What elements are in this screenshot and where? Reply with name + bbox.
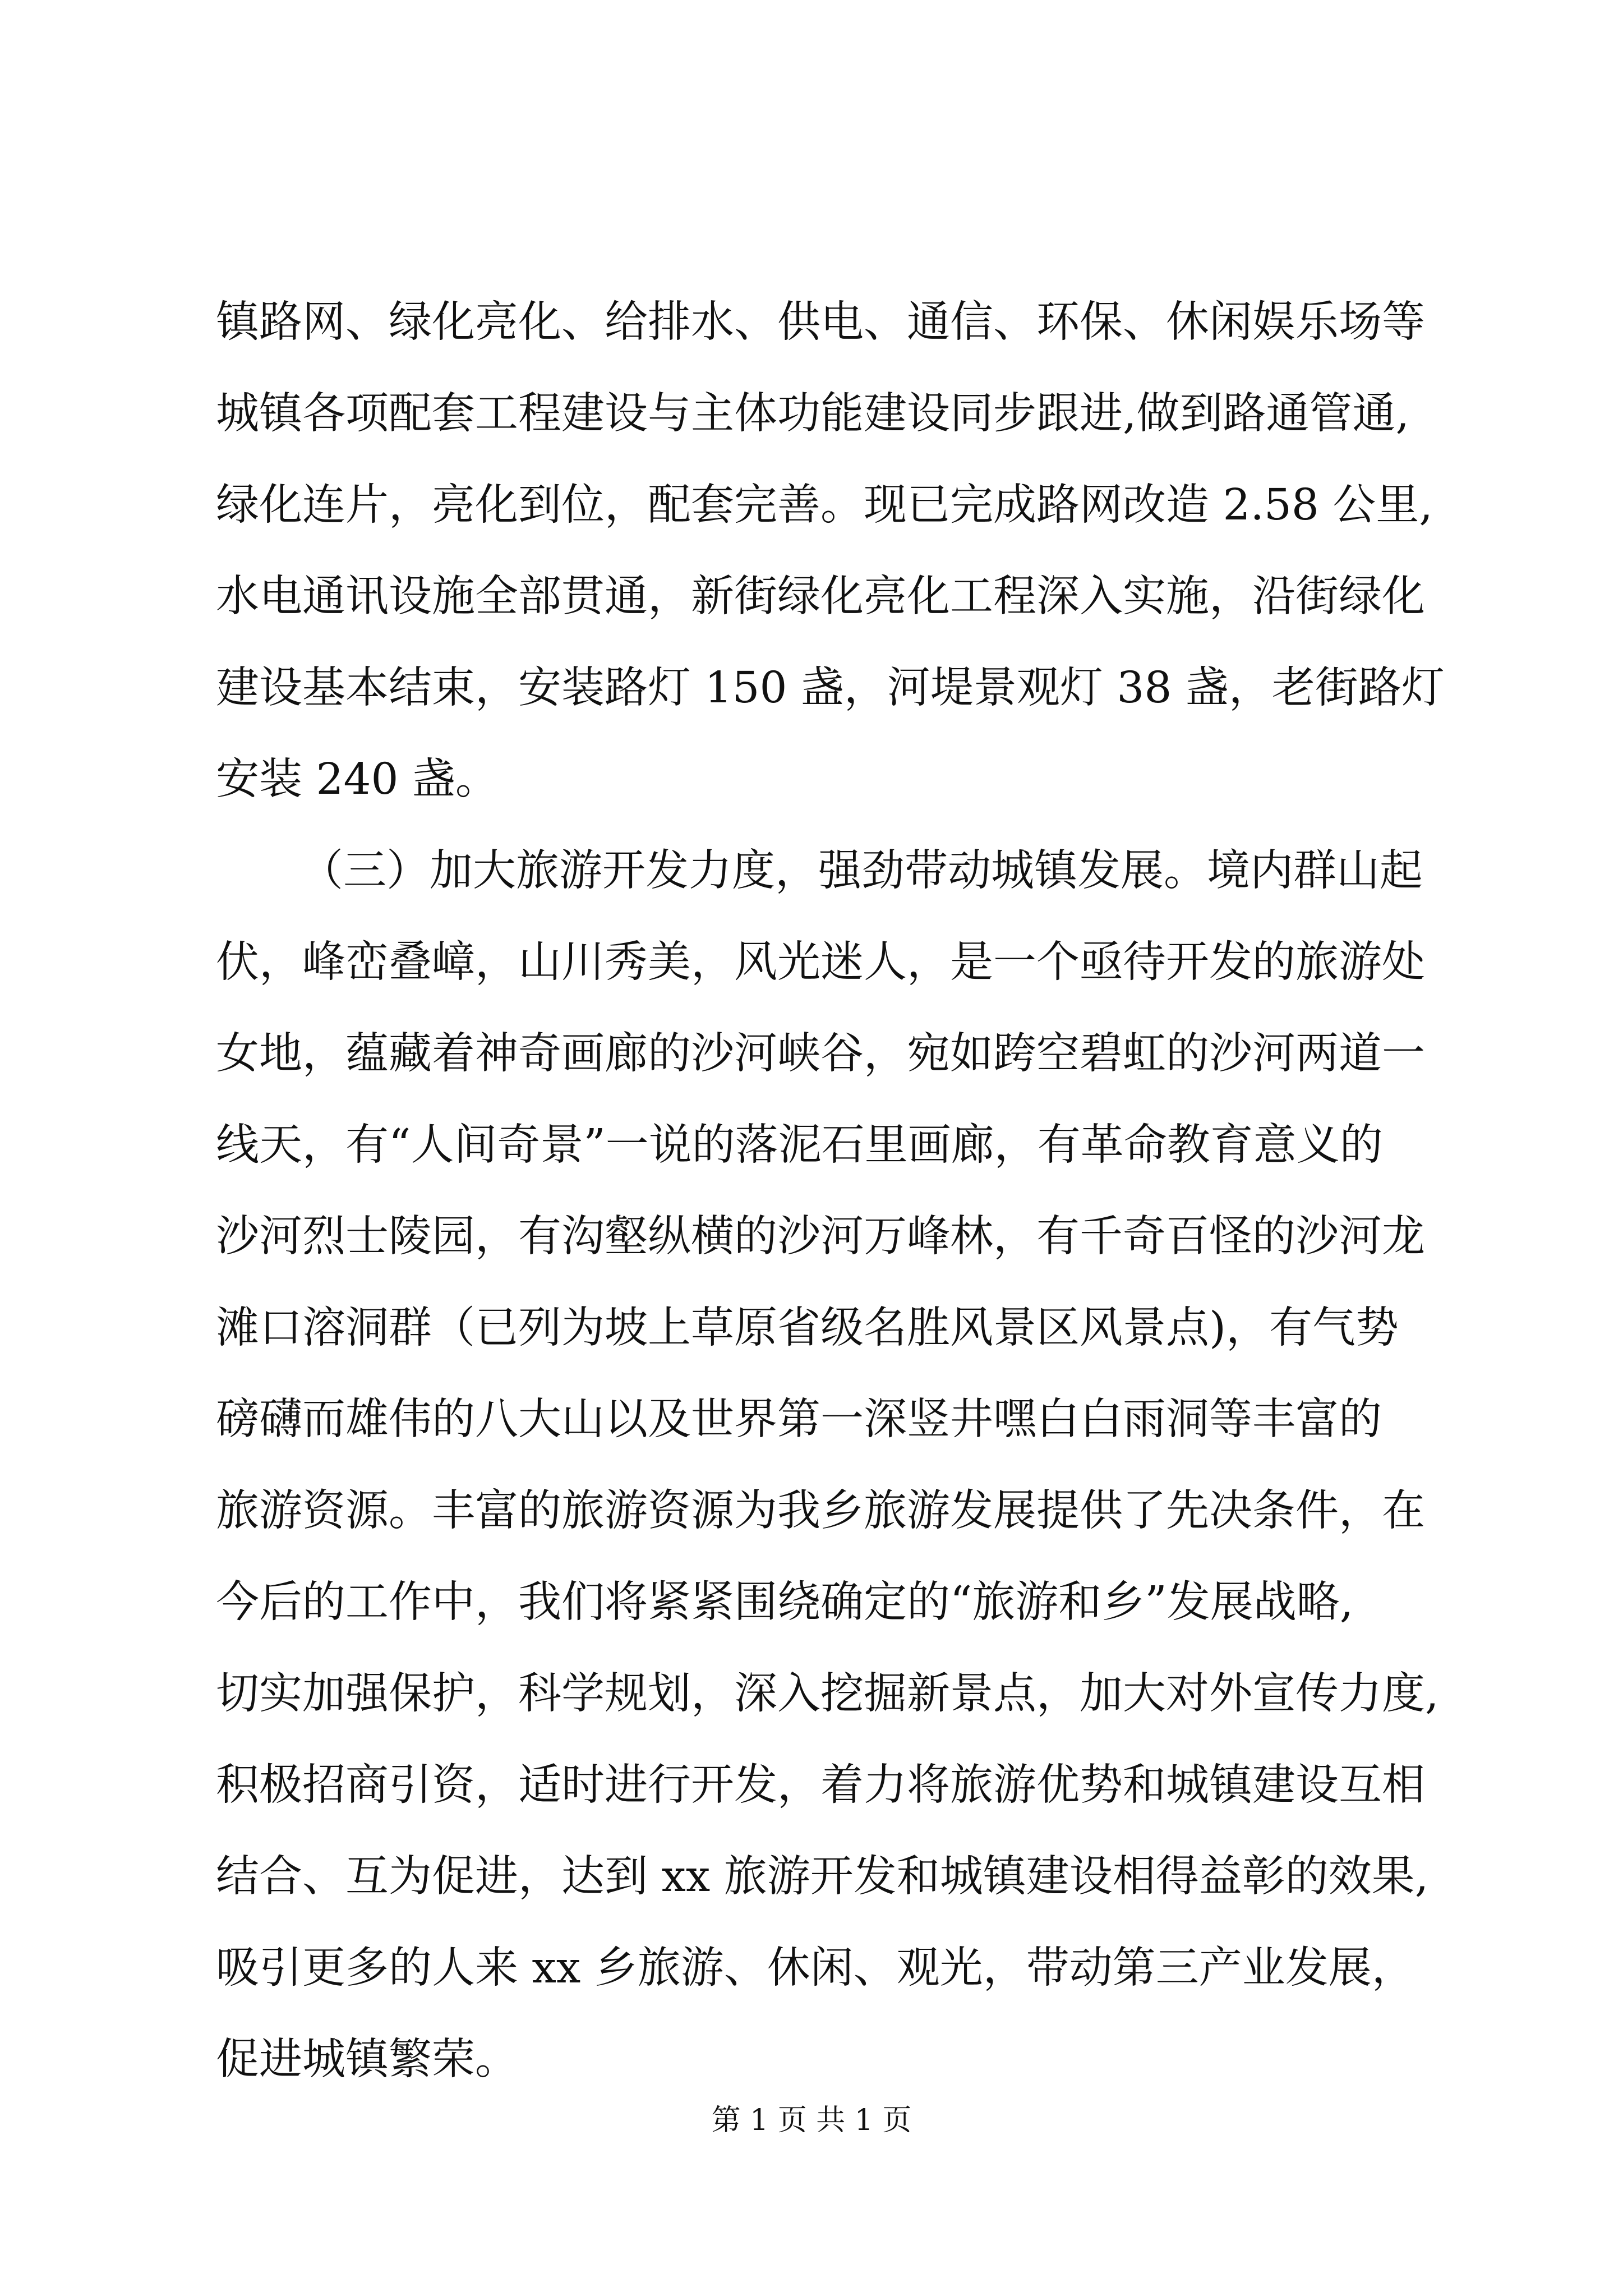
text-line-6: 安装 240 盏。	[216, 754, 499, 804]
text-line-16: 切实加强保护，科学规划，深入挖掘新景点，加大对外宣传力度,	[216, 1669, 1439, 1719]
text-line-11: 沙河烈士陵园，有沟壑纵横的沙河万峰林，有千奇百怪的沙河龙	[216, 1212, 1425, 1262]
text-line-18: 结合、互为促进，达到 xx 旅游开发和城镇建设相得益彰的效果,	[216, 1852, 1429, 1902]
text-line-5: 建设基本结束，安装路灯 150 盏，河堤景观灯 38 盏，老街路灯	[216, 663, 1445, 713]
text-line-17: 积极招商引资，适时进行开发，着力将旅游优势和城镇建设互相	[216, 1760, 1425, 1810]
text-line-12: 滩口溶洞群（已列为坡上草原省级名胜风景区风景点)，有气势	[216, 1303, 1399, 1353]
text-line-9: 女地，蕴藏着神奇画廊的沙河峡谷，宛如跨空碧虹的沙河两道一	[216, 1029, 1425, 1079]
text-line-14: 旅游资源。丰富的旅游资源为我乡旅游发展提供了先决条件，在	[216, 1486, 1425, 1536]
text-line-10: 线天，有“人间奇景”一说的落泥石里画廊，有革命教育意义的	[216, 1120, 1383, 1170]
text-line-2: 城镇各项配套工程建设与主体功能建设同步跟进,做到路通管通,	[216, 389, 1409, 439]
text-line-4: 水电通讯设施全部贯通，新街绿化亮化工程深入实施，沿街绿化	[216, 572, 1425, 622]
text-line-1: 镇路网、绿化亮化、给排水、供电、通信、环保、休闲娱乐场等	[216, 297, 1425, 347]
paragraph-3-first-line: （三）加大旅游开发力度，强劲带动城镇发展。境内群山起	[300, 846, 1423, 896]
text-line-20: 促进城镇繁荣。	[216, 2035, 518, 2085]
text-line-3: 绿化连片，亮化到位，配套完善。现已完成路网改造 2.58 公里,	[216, 480, 1433, 530]
text-line-13: 磅礴而雄伟的八大山以及世界第一深竖井嘿白白雨洞等丰富的	[216, 1395, 1382, 1444]
text-line-15: 今后的工作中，我们将紧紧围绕确定的“旅游和乡”发展战略,	[216, 1577, 1354, 1627]
page-number-label: 第 1 页 共 1 页	[711, 2104, 912, 2137]
text-line-8: 伏，峰峦叠嶂，山川秀美，风光迷人，是一个亟待开发的旅游处	[216, 937, 1425, 987]
page-footer	[0, 2098, 1623, 2143]
text-line-19: 吸引更多的人来 xx 乡旅游、休闲、观光，带动第三产业发展，	[216, 1943, 1415, 1993]
